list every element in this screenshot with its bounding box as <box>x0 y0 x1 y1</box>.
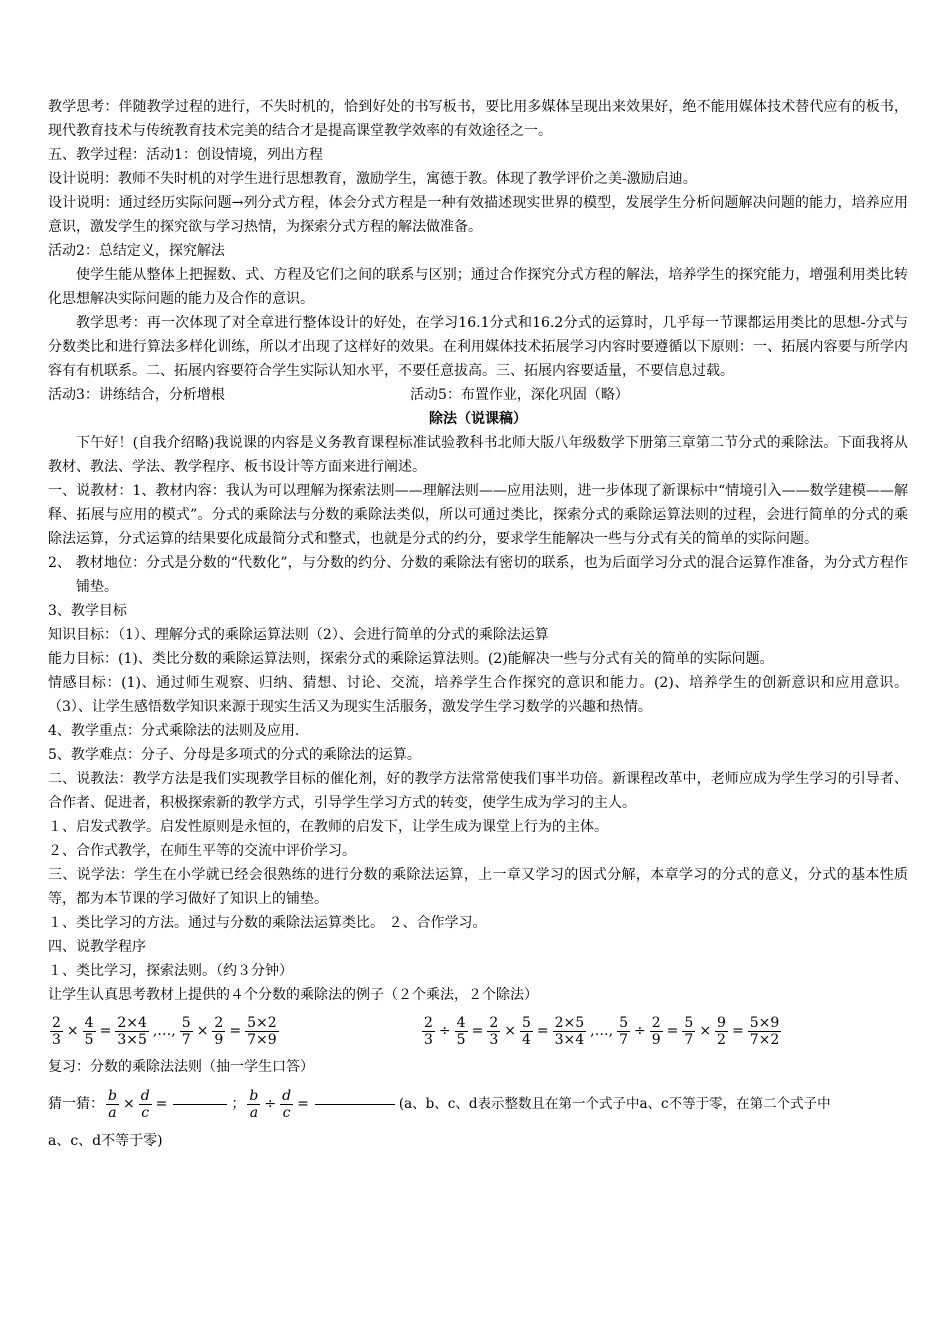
paragraph-teaching-method: 二、说教法：教学方法是我们实现教学目标的催化剂，好的教学方法常常使我们事半功倍。新课程改革中，老师应成为学生学习的引导者、合作者、促进者，积极探索新的教学方式，引导学生学习方式的转变，使学生成为学习的主人。 <box>48 771 908 811</box>
denominator: 9 <box>214 1031 224 1048</box>
paragraph-condition-tail: a、c、d不等于零) <box>48 1133 163 1149</box>
fraction <box>180 1015 193 1048</box>
fraction <box>715 1015 728 1048</box>
guess-label: 猜一猜： <box>48 1096 104 1112</box>
times-sign: × <box>122 1096 135 1112</box>
times-sign: × <box>196 1023 209 1039</box>
paragraph-process-activity-1: 五、教学过程：活动1：创设情境，列出方程 <box>48 147 323 163</box>
activity-3-text: 活动3：讲练结合，分析增根 <box>48 387 225 403</box>
paragraph-examples-intro: 让学生认真思考教材上提供的４个分数的乘除法的例子（２个乘法，２个除法） <box>48 987 538 1003</box>
denominator: 3 <box>489 1031 499 1048</box>
ellipsis: ,…, <box>590 1023 614 1039</box>
activity-row <box>48 383 908 407</box>
denominator: 7 <box>619 1031 628 1048</box>
equals-sign: = <box>229 1023 242 1039</box>
numerator: d <box>140 1087 150 1104</box>
denominator: 7 <box>181 1031 191 1048</box>
fraction <box>115 1015 149 1048</box>
paragraph-design-note-2: 设计说明：通过经历实际问题→列分式方程，体会分式方程是一种有效描述现实世界的模型，发展学生分析问题解决问题的能力，培养应用意识，激发学生的探究欲与学习热情，为探索分式方程的解法做准备。 <box>48 195 908 235</box>
denominator: 7×2 <box>749 1031 780 1048</box>
denominator: c <box>282 1104 291 1121</box>
fraction <box>617 1015 630 1048</box>
numerator: 2×4 <box>117 1014 147 1031</box>
division-examples <box>420 1015 783 1048</box>
ellipsis: ,…, <box>152 1023 176 1039</box>
paragraph-activity-2: 活动2：总结定义，探究解法 <box>48 243 225 259</box>
denominator: 5 <box>84 1031 94 1048</box>
document-page <box>48 95 908 1153</box>
activity-5-text: 活动5：布置作业，深化巩固（略） <box>410 387 629 403</box>
denominator: a <box>249 1104 259 1121</box>
denominator: 7 <box>684 1031 694 1048</box>
denominator: 3 <box>424 1031 433 1048</box>
paragraph-method-1: １、启发式教学。启发性原则是永恒的，在教师的启发下，让学生成为课堂上行为的主体。 <box>48 819 608 835</box>
equals-sign: = <box>155 1096 168 1112</box>
paragraph-difficulty: 5、教学难点：分子、分母是多项式的分式的乘除法的运算。 <box>48 747 421 763</box>
guess-multiply-expression <box>104 1088 231 1121</box>
fraction <box>520 1015 533 1048</box>
equals-sign: = <box>99 1023 112 1039</box>
fraction <box>247 1088 260 1121</box>
fraction <box>422 1015 435 1048</box>
denominator: 5 <box>456 1031 466 1048</box>
guess-divide-expression <box>245 1088 398 1121</box>
equals-sign: = <box>666 1023 679 1039</box>
fraction <box>83 1015 96 1048</box>
numerator: 2 <box>214 1014 224 1031</box>
denominator: a <box>108 1104 117 1121</box>
numerator: 5 <box>684 1014 694 1031</box>
fraction <box>245 1015 279 1048</box>
paragraph-procedure-heading: 四、说教学程序 <box>48 939 146 955</box>
paragraph-emotion-goal: 情感目标：(1)、通过师生观察、归纳、猜想、讨论、交流，培养学生合作探究的意识和能力。(2)、培养学生的创新意识和应用意识。（3）、让学生感悟数学知识来源于现实生活又为现实生活服务，激发学生学习数学的兴趣和热情。 <box>48 675 908 715</box>
fraction <box>487 1015 500 1048</box>
numerator: 2 <box>489 1014 499 1031</box>
numerator: b <box>249 1087 259 1104</box>
numerator: 4 <box>456 1014 466 1031</box>
numerator: 9 <box>717 1014 726 1031</box>
numerator: b <box>108 1087 117 1104</box>
paragraph-method-2: ２、合作式教学，在师生平等的交流中评价学习。 <box>48 843 356 859</box>
fraction <box>106 1088 119 1121</box>
equals-sign: = <box>297 1096 309 1112</box>
paragraph-procedure-1: １、类比学习，探索法则。（约３分钟） <box>48 963 293 979</box>
numerator: 5×2 <box>247 1014 277 1031</box>
numerator: d <box>282 1087 292 1104</box>
paragraph-key-point: 4、教学重点：分式乘除法的法则及应用. <box>48 723 300 739</box>
paragraph-learning-method-items: １、类比学习的方法。通过与分数的乘除法运算类比。 ２、合作学习。 <box>48 915 487 931</box>
numerator: 2 <box>52 1014 61 1031</box>
fraction <box>650 1015 663 1048</box>
numerator: 5×9 <box>749 1014 780 1031</box>
paragraph-knowledge-goal: 知识目标：（1）、理解分式的乘除运算法则（2）、会进行简单的分式的乘除法运算 <box>48 627 549 643</box>
fraction <box>748 1015 782 1048</box>
multiplication-examples <box>48 1015 420 1048</box>
fraction <box>280 1088 293 1121</box>
fraction <box>50 1015 63 1048</box>
times-sign: × <box>504 1023 516 1039</box>
paragraph-review: 复习：分数的乘除法法则（抽一学生口答） <box>48 1059 314 1075</box>
paragraph-textbook-status: 2、 教材地位：分式是分数的“代数化”，与分数的约分、分数的乘除法有密切的联系，也为后面学习分式的混合运算作准备，为分式方程作铺垫。 <box>48 555 908 595</box>
divide-sign: ÷ <box>634 1023 646 1039</box>
denominator: 9 <box>651 1031 661 1048</box>
numerator: 5 <box>521 1014 531 1031</box>
numerator: 4 <box>84 1014 94 1031</box>
paragraph-intro: 下午好！(自我介绍略)我说课的内容是义务教育课程标准试验教科书北师大版八年级数学下册第三章第二节分式的乘除法。下面我将从教材、教法、学法、教学程序、板书设计等方面来进行阐述。 <box>48 435 908 475</box>
denominator: 2 <box>717 1031 726 1048</box>
denominator: c <box>141 1104 150 1121</box>
paragraph-activity-2-body: 使学生能从整体上把握数、式、方程及它们之间的联系与区别；通过合作探究分式方程的解法，培养学生的探究能力，增强利用类比转化思想解决实际问题的能力及合作的意识。 <box>48 267 908 307</box>
numerator: 2×5 <box>554 1014 585 1031</box>
equals-sign: = <box>536 1023 549 1039</box>
denominator: 4 <box>521 1031 531 1048</box>
denominator: 3×4 <box>554 1031 585 1048</box>
denominator: 7×9 <box>247 1031 277 1048</box>
paragraph-textbook-content: 一、说教材：1、教材内容：我认为可以理解为探索法则——理解法则——应用法则，进一步体现了新课标中“情境引入——数学建模——解释、拓展与应用的模式”。分式的乘除法与分数的乘除法类似，所以可通过类比，探索分式的乘除运算法则的过程，会进行简单的分式的乘除法运算，分式运算的结果要化成最简分式和整式，也就是分式的约分，要求学生能解决一些与分式有关的简单的实际问题。 <box>48 483 908 547</box>
denominator: 3 <box>52 1031 61 1048</box>
fraction <box>553 1015 587 1048</box>
guess-row <box>48 1081 908 1127</box>
numerator: 2 <box>651 1014 661 1031</box>
divide-sign: ÷ <box>264 1096 277 1112</box>
paragraph-design-note-1: 设计说明：教师不失时机的对学生进行思想教育，激励学生，寓德于教。体现了教学评价之美-激励启迪。 <box>48 171 697 187</box>
section-title: 除法（说课稿） <box>429 411 527 427</box>
equals-sign: = <box>731 1023 744 1039</box>
paragraph-teaching-reflection-1: 教学思考：伴随教学过程的进行，不失时机的，恰到好处的书写板书，要比用多媒体呈现出来效果好，绝不能用媒体技术替代应有的板书，现代教育技术与传统教育技术完美的结合才是提高课堂教学效率的有效途径之一。 <box>48 99 908 139</box>
paragraph-teaching-reflection-2: 教学思考：再一次体现了对全章进行整体设计的好处，在学习16.1分式和16.2分式的运算时，几乎每一节课都运用类比的思想-分式与分数类比和进行算法多样化训练，所以才出现了这样好的效果。在利用媒体技术拓展学习内容时要遵循以下原则：一、拓展内容要与所学内容有有机联系。二、拓展内容要符合学生实际认知水平，不要任意拔高。三、拓展内容要适量，不要信息过载。 <box>48 315 908 379</box>
paragraph-objectives-heading: 3、教学目标 <box>48 603 127 619</box>
fraction <box>212 1015 225 1048</box>
denominator: 3×5 <box>117 1031 147 1048</box>
examples-math-row <box>48 1009 908 1053</box>
times-sign: × <box>66 1023 79 1039</box>
paragraph-learning-method: 三、说学法：学生在小学就已经会很熟练的进行分数的乘除法运算，上一章又学习的因式分解，本章学习的分式的意义，分式的基本性质等，都为本节课的学习做好了知识上的铺垫。 <box>48 867 908 907</box>
times-sign: × <box>699 1023 712 1039</box>
answer-blank-1[interactable] <box>173 1104 227 1105</box>
fraction <box>139 1088 152 1121</box>
numerator: 5 <box>181 1014 191 1031</box>
paragraph-ability-goal: 能力目标：(1)、类比分数的乘除运算法则，探索分式的乘除运算法则。(2)能解决一些与分式有关的简单的实际问题。 <box>48 651 774 667</box>
numerator: 5 <box>619 1014 628 1031</box>
divide-sign: ÷ <box>438 1023 451 1039</box>
numerator: 2 <box>424 1014 433 1031</box>
equals-sign: = <box>471 1023 484 1039</box>
separator: ； <box>231 1096 246 1112</box>
fraction <box>455 1015 468 1048</box>
answer-blank-2[interactable] <box>315 1104 395 1105</box>
fraction <box>682 1015 695 1048</box>
guess-condition-text: (a、b、c、d表示整数且在第一个式子中a、c不等于零，在第二个式子中 <box>398 1096 831 1112</box>
